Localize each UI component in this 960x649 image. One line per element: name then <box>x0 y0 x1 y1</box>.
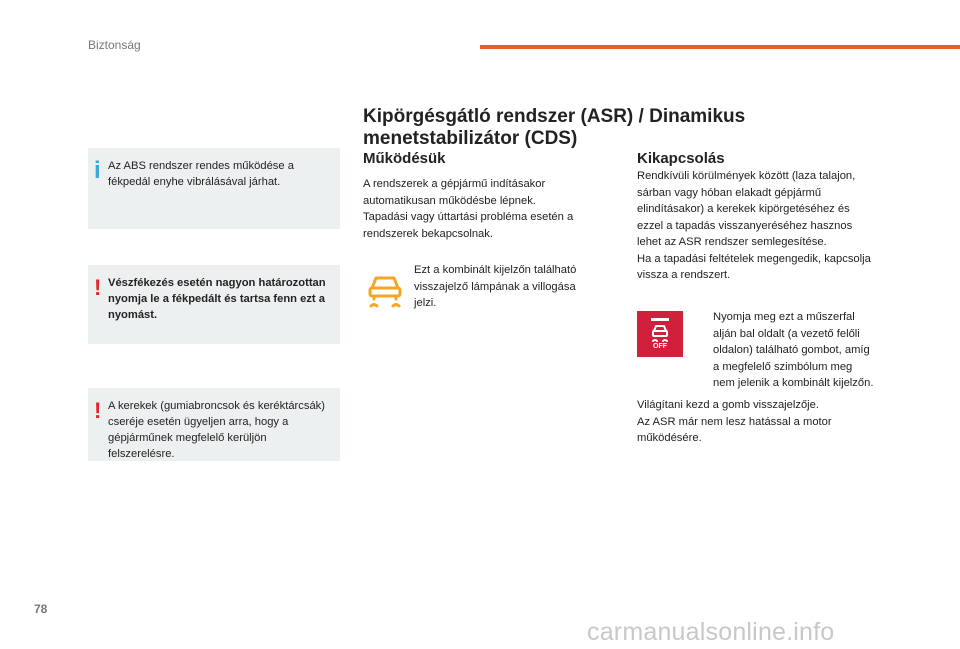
warning-mark-icon: ! <box>94 398 102 423</box>
note-text: A kerekek (gumiabroncsok és keréktárcsák) cseréje esetén ügyeljen arra, hogy a gépjárműnek megfelelő kerüljön felszerelésre. <box>108 400 325 460</box>
info-mark-icon: i <box>94 157 101 184</box>
page-title: Kipörgésgátló rendszer (ASR) / Dinamikus menetstabilizátor (CDS) <box>363 106 746 149</box>
deactivation-intro: Rendkívüli körülmények között (laza talajon, sárban vagy hóban elakadt gépjármű elindításakor) a kerekek kipörgetéséhez és ezzel a tapadás visszanyeréséhez hasznos lehet az ASR rendszer semlegesítése. Ha a tapadási feltételek megengedik, kapcsolja vissza a rendszert. <box>637 170 871 281</box>
operation-intro: A rendszerek a gépjármű indításakor automatikusan működésbe lépnek. Tapadási vagy úttartási probléma esetén a rendszerek bekapcsolnak. <box>363 178 574 240</box>
page-number: 78 <box>34 602 48 616</box>
info-note-abs <box>88 148 340 229</box>
note-text: Vészfékezés esetén nagyon határozottan nyomja le a fékpedált és tartsa fenn ezt a nyomást. <box>108 277 326 321</box>
button-instruction: Nyomja meg ezt a műszerfal alján bal oldalt (a vezető felőli oldalon) található gombot, amíg a megfelelő szimbólum meg nem jelenik a kombinált kijelzőn. <box>713 311 874 389</box>
lamp-description: Ezt a kombinált kijelzőn található visszajelző lámpának a villogása jelzi. <box>414 264 577 309</box>
deactivation-result: Világítani kezd a gomb visszajelzője. Az ASR már nem lesz hatással a motor működésére. <box>637 399 832 444</box>
off-label: OFF <box>653 343 667 350</box>
header-accent-rule <box>480 45 960 49</box>
watermark: carmanualsonline.info <box>587 618 835 646</box>
warning-mark-icon: ! <box>94 275 102 300</box>
warning-note-wheel-change <box>88 388 340 461</box>
asr-warning-lamp-icon <box>364 268 406 310</box>
section-label: Biztonság <box>88 38 141 52</box>
warning-note-emergency-braking <box>88 265 340 344</box>
asr-off-button-icon <box>637 311 683 357</box>
operation-heading: Működésük <box>363 150 446 167</box>
note-text: Az ABS rendszer rendes működése a fékpedál enyhe vibrálásával járhat. <box>108 160 294 188</box>
deactivation-heading: Kikapcsolás <box>637 150 725 167</box>
